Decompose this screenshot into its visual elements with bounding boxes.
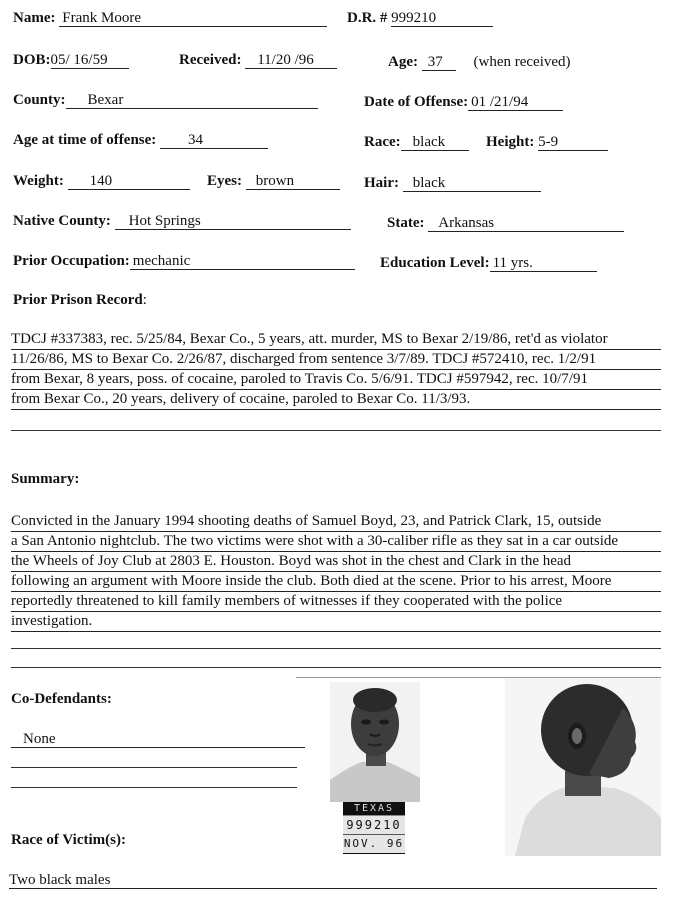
mugshot-profile [505, 678, 661, 856]
age-offense-value: 34 [160, 132, 268, 149]
education-value: 11 yrs. [490, 255, 597, 272]
prior-record-label: Prior Prison Record [13, 292, 143, 308]
weight-value: 140 [68, 173, 190, 190]
education-label: Education Level [380, 255, 485, 271]
dr-row [347, 10, 493, 27]
height-row: Height: 5-9 [486, 134, 608, 151]
hair-value: black [403, 175, 541, 192]
dr-label: D.R. # [347, 10, 388, 26]
summary-line: a San Antonio nightclub. The two victims were shot with a 30-caliber rifle as they sat in a car outside [11, 532, 661, 552]
dr-value: 999210 [391, 10, 493, 27]
eyes-label: Eyes [207, 173, 237, 189]
race-value: black [401, 134, 469, 151]
prior-record-line: TDCJ #337383, rec. 5/25/84, Bexar Co., 5 years, att. murder, MS to Bexar 2/19/86, ret'd as violator [11, 330, 661, 350]
victims-row [9, 872, 657, 889]
prior-record-line: from Bexar, 8 years, poss. of cocaine, paroled to Travis Co. 5/6/91. TDCJ #597942, rec. 10/7/91 [11, 370, 661, 390]
placard-state: TEXAS [343, 802, 405, 816]
occupation-row: Prior Occupation: mechanic [13, 253, 355, 270]
summary-line: reportedly threatened to kill family members of witnesses if they cooperated with the police [11, 592, 661, 612]
blank-rule [11, 667, 661, 668]
codefendants-label: Co-Defendants: [11, 691, 112, 707]
county-value: Bexar [66, 92, 318, 109]
weight-row: Weight: 140 [13, 173, 190, 190]
dob-value: 05/ 16/59 [51, 52, 129, 69]
summary-line: the Wheels of Joy Club at 2803 E. Houston. Boyd was shot in the chest and Clark in the head [11, 552, 661, 572]
offense-date-row: Date of Offense: 01 /21/94 [364, 94, 563, 111]
age-offense-label: Age at time of offense [13, 132, 152, 148]
offense-date-label: Date of Offense [364, 94, 464, 110]
height-label: Height [486, 134, 530, 150]
victims-value: Two black males [9, 872, 657, 889]
summary-line: following an argument with Moore inside the club. Both died at the scene. Prior to his arrest, Moore [11, 572, 661, 592]
occupation-value: mechanic [130, 253, 355, 270]
blank-rule [11, 648, 661, 649]
name-row: Name: Frank Moore [13, 10, 327, 27]
prior-record-text [11, 330, 661, 410]
race-row: Race: black [364, 134, 469, 151]
offense-date-value: 01 /21/94 [468, 94, 563, 111]
county-row: County: Bexar [13, 92, 318, 109]
dob-row: DOB:05/ 16/59 [13, 52, 129, 69]
occupation-label: Prior Occupation [13, 253, 125, 269]
hair-row: Hair: black [364, 175, 541, 192]
age-row: Age: 37 (when received) [388, 54, 571, 70]
county-label: County [13, 92, 61, 108]
eyes-row: Eyes: brown [207, 173, 340, 190]
race-label: Race [364, 134, 396, 150]
prior-record-line: 11/26/86, MS to Bexar Co. 2/26/87, discharged from sentence 3/7/89. TDCJ #572410, rec. 1/2/91 [11, 350, 661, 370]
native-county-row: Native County: Hot Springs [13, 213, 351, 230]
age-label: Age [388, 54, 413, 70]
age-value: 37 [422, 54, 456, 71]
height-value: 5-9 [538, 134, 608, 151]
name-label: Name [13, 10, 51, 26]
dob-label: DOB [13, 52, 46, 68]
prior-record-line: from Bexar Co., 20 years, delivery of cocaine, paroled to Bexar Co. 11/3/93. [11, 390, 661, 410]
age-note: (when received) [473, 54, 571, 70]
summary-line: Convicted in the January 1994 shooting deaths of Samuel Boyd, 23, and Patrick Clark, 15, outside [11, 512, 661, 532]
hair-label: Hair [364, 175, 394, 191]
blank-rule [11, 430, 661, 431]
received-value: 11/20 /96 [245, 52, 337, 69]
prior-record-heading: Prior Prison Record: [13, 292, 147, 308]
blank-rule [11, 787, 297, 788]
weight-label: Weight [13, 173, 59, 189]
placard-number: 999210 [343, 816, 405, 834]
education-row: Education Level: 11 yrs. [380, 255, 597, 272]
state-row: State: Arkansas [387, 215, 624, 232]
victims-label: Race of Victim(s): [11, 832, 126, 848]
state-label: State [387, 215, 420, 231]
received-row: Received: 11/20 /96 [179, 52, 337, 69]
blank-rule [11, 767, 297, 768]
eyes-value: brown [246, 173, 340, 190]
codefendants-row [11, 731, 305, 748]
summary-text [11, 512, 661, 632]
age-offense-row: Age at time of offense: 34 [13, 132, 268, 149]
name-value: Frank Moore [59, 10, 327, 27]
native-county-label: Native County [13, 213, 106, 229]
codefendants-value: None [11, 731, 305, 748]
mugshot-front [330, 682, 420, 802]
placard-date: NOV. 96 [343, 834, 405, 853]
received-label: Received [179, 52, 237, 68]
native-county-value: Hot Springs [115, 213, 351, 230]
summary-line: investigation. [11, 612, 661, 632]
summary-label: Summary: [11, 471, 80, 487]
state-value: Arkansas [428, 215, 624, 232]
mugshot-placard [343, 802, 405, 854]
